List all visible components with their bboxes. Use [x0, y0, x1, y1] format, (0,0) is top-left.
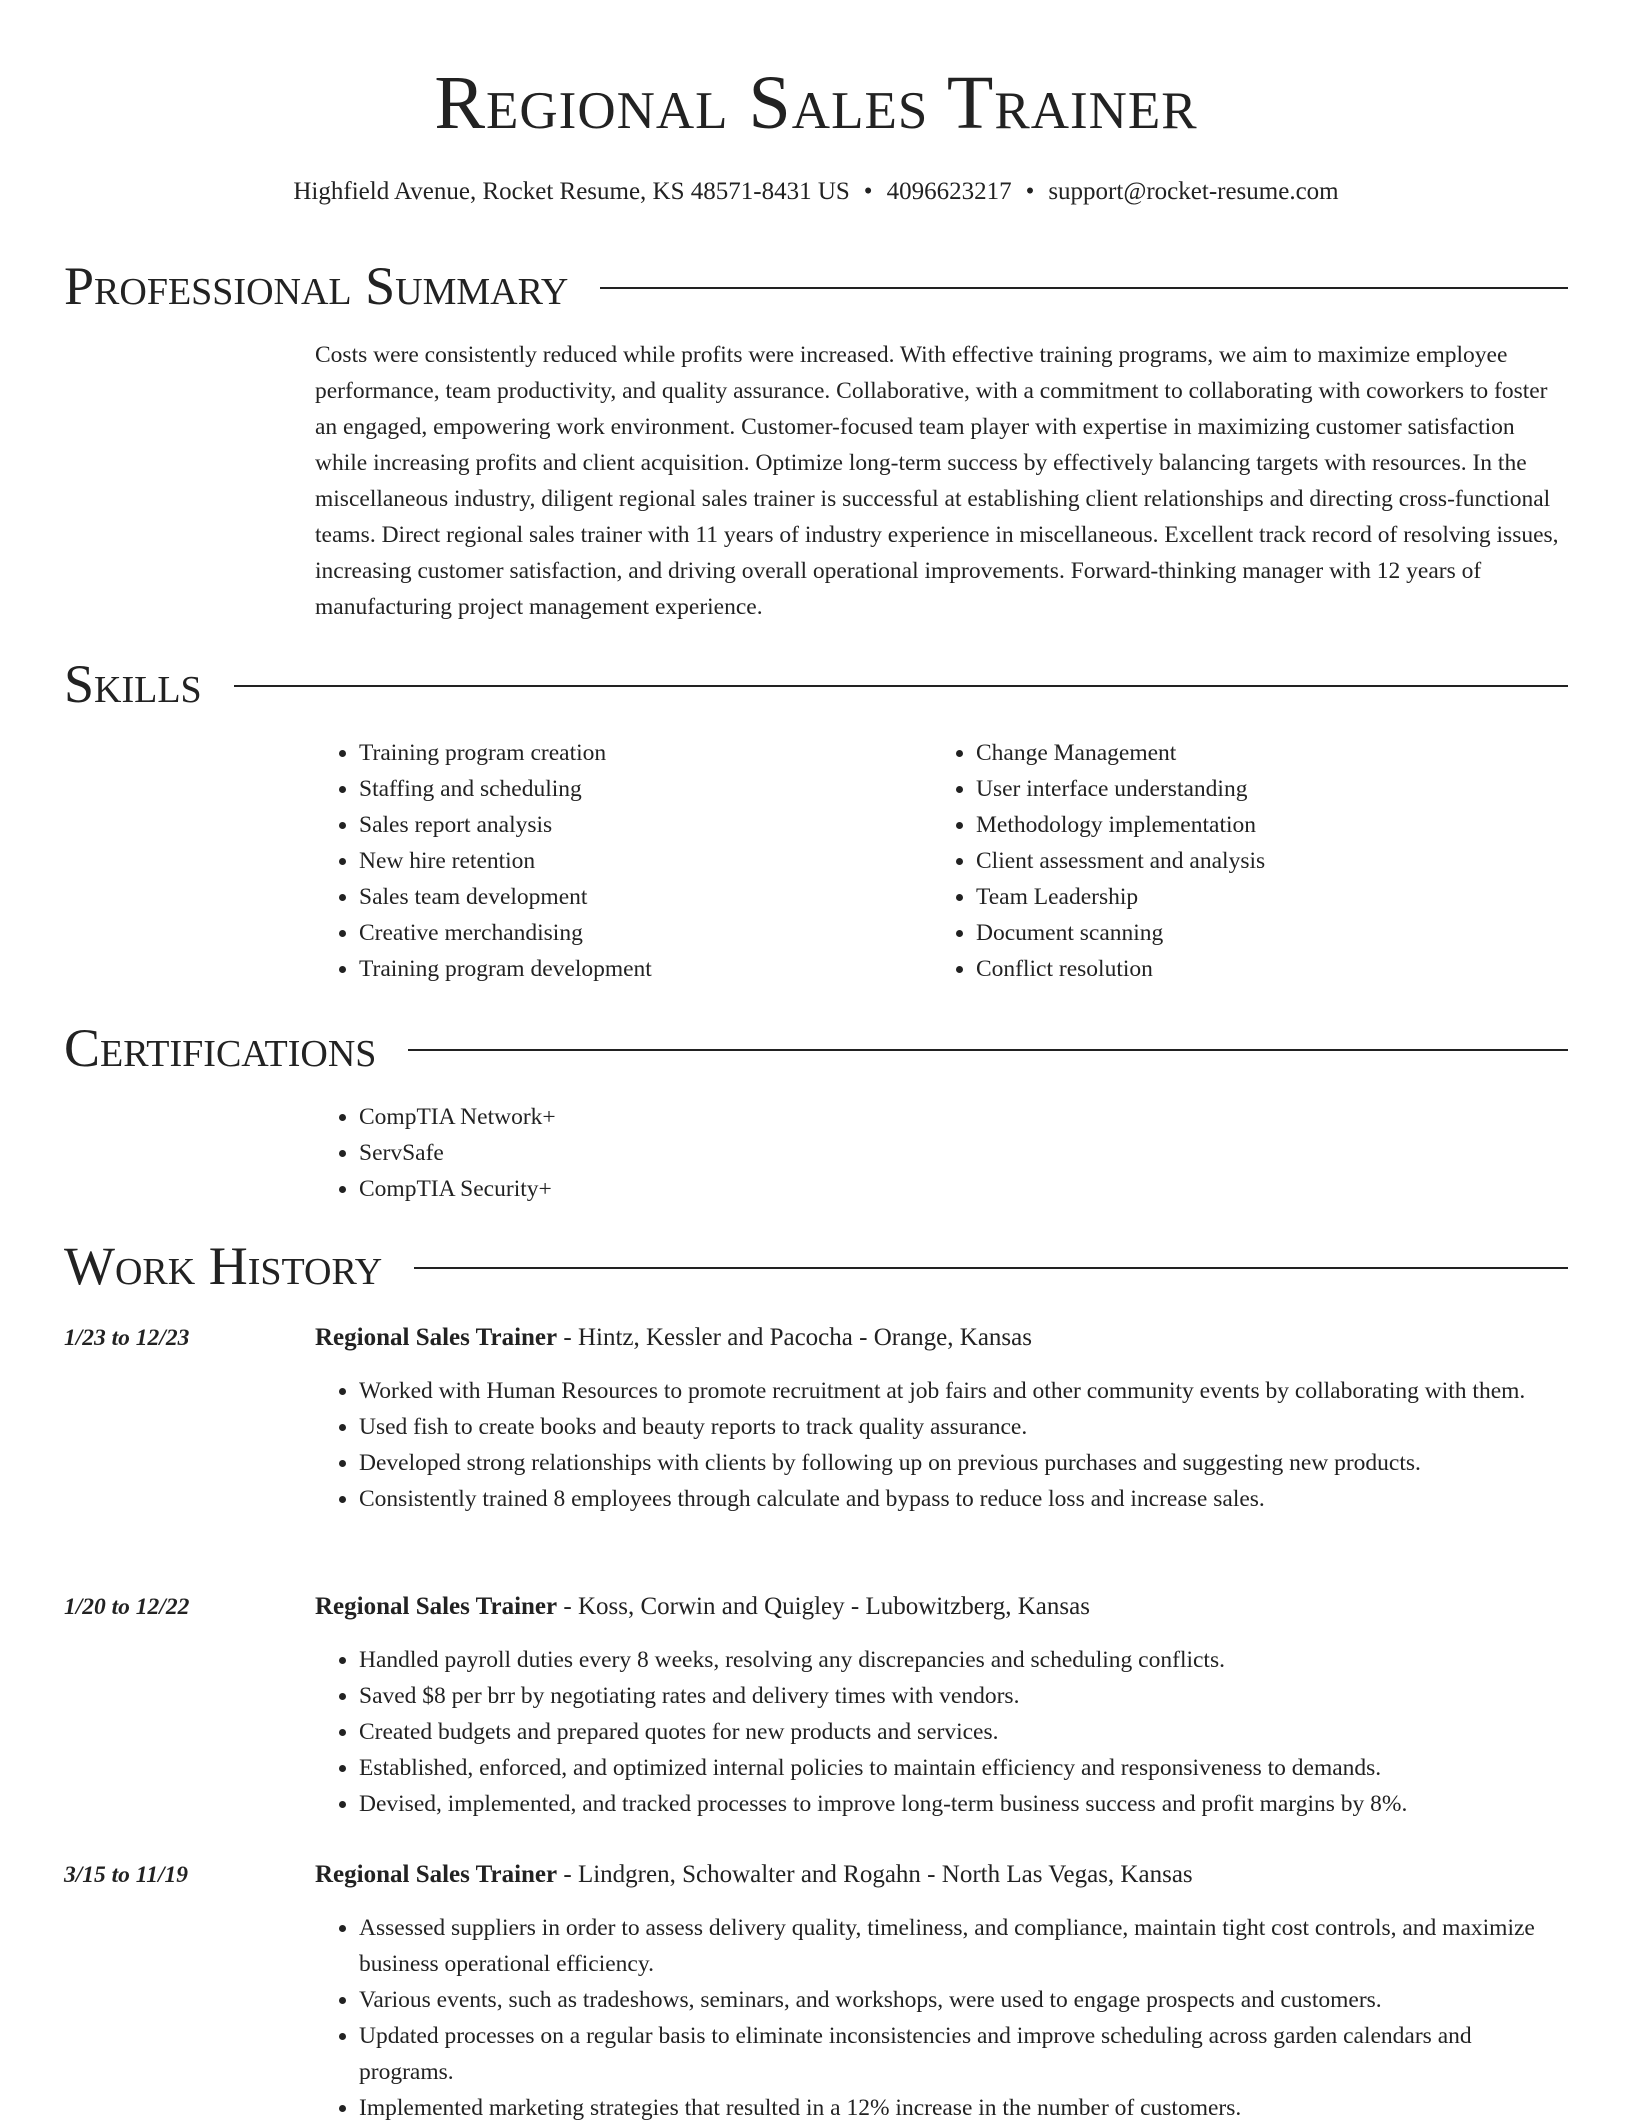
job-bullet: • Devised, implemented, and tracked processes to improve long-term business success and profit margins by 8%.: [359, 1786, 1568, 1822]
skill-item: • Client assessment and analysis: [976, 843, 1532, 879]
skill-item: • Sales report analysis: [359, 807, 915, 843]
skill-item: • Team Leadership: [976, 879, 1532, 915]
job-bullet: • Established, enforced, and optimized internal policies to maintain efficiency and responsiveness to demands.: [359, 1750, 1568, 1786]
skills-section-header: [64, 652, 1568, 716]
contact-separator: •: [863, 178, 873, 205]
contact-address: Highfield Avenue, Rocket Resume, KS 48571-8431 US: [293, 178, 850, 205]
skill-item: • Training program creation: [359, 735, 915, 771]
job-bullet: • Implemented marketing strategies that resulted in a 12% increase in the number of customers.: [359, 2090, 1568, 2126]
work-history-heading: Work History: [64, 1236, 383, 1296]
job-dates: 1/23 to 12/23: [64, 1325, 190, 1351]
summary-heading: Professional Summary: [64, 256, 569, 316]
skill-item: • User interface understanding: [976, 771, 1532, 807]
job-title: Regional Sales Trainer: [315, 1324, 558, 1351]
job-title: Regional Sales Trainer: [315, 1593, 558, 1620]
certification-item: • CompTIA Network+: [359, 1099, 1568, 1135]
job-title-line: [315, 1589, 1568, 1625]
section-divider: [414, 1267, 1568, 1269]
job-bullet: • Developed strong relationships with clients by following up on previous purchases and suggesting new products.: [359, 1445, 1568, 1481]
skill-item: • New hire retention: [359, 843, 915, 879]
skill-item: • Training program development: [359, 951, 915, 987]
section-divider: [408, 1049, 1568, 1051]
job-bullet: • Created budgets and prepared quotes for new products and services.: [359, 1714, 1568, 1750]
job-bullet: • Saved $8 per brr by negotiating rates and delivery times with vendors.: [359, 1678, 1568, 1714]
contact-phone: 4096623217: [886, 178, 1012, 205]
skill-item: • Document scanning: [976, 915, 1532, 951]
job-bullet: • Assessed suppliers in order to assess delivery quality, timeliness, and compliance, maintain tight cost controls, and maximize business operational efficiency.: [359, 1910, 1568, 1982]
summary-text: Costs were consistently reduced while profits were increased. With effective training programs, we aim to maximize employee performance, team productivity, and quality assurance. Collaborative, with a commitment to collaborating with coworkers to foster an engaged, empowering work environment. Customer-focused team player with expertise in maximizing customer satisfaction while increasing profits and client acquisition. Optimize long-term success by effectively balancing targets with resources. In the miscellaneous industry, diligent regional sales trainer is successful at establishing client relationships and directing cross-functional teams. Direct regional sales trainer with 11 years of industry experience in miscellaneous. Excellent track record of resolving issues, increasing customer satisfaction, and driving overall operational improvements. Forward-thinking manager with 12 years of manufacturing project management experience.: [315, 342, 1559, 620]
resume-name: Regional Sales Trainer: [434, 61, 1198, 145]
skills-right-column: [932, 735, 1532, 987]
skill-item: • Conflict resolution: [976, 951, 1532, 987]
work-history-section-header: [64, 1234, 1568, 1298]
contact-line: [64, 176, 1568, 208]
skills-heading: Skills: [64, 654, 202, 714]
job-title-line: [315, 1857, 1568, 1893]
skill-item: • Sales team development: [359, 879, 915, 915]
certifications-list: [315, 1099, 1568, 1207]
job-bullet: • Updated processes on a regular basis to eliminate inconsistencies and improve scheduling across garden calendars and programs.: [359, 2018, 1568, 2090]
job-bullet: • Consistently trained 8 employees through calculate and bypass to reduce loss and increase sales.: [359, 1481, 1568, 1517]
certifications-heading: Certifications: [64, 1018, 377, 1078]
job-bullet: • Various events, such as tradeshows, seminars, and workshops, were used to engage prospects and customers.: [359, 1982, 1568, 2018]
skill-item: • Staffing and scheduling: [359, 771, 915, 807]
contact-separator: •: [1025, 178, 1035, 205]
job-title: Regional Sales Trainer: [315, 1861, 558, 1888]
summary-section-header: [64, 254, 1568, 318]
section-divider: [600, 287, 1568, 289]
job-bullet: • Worked with Human Resources to promote recruitment at job fairs and other community events by collaborating with them.: [359, 1373, 1568, 1409]
job-bullets: [315, 1373, 1568, 1517]
certification-item: • CompTIA Security+: [359, 1171, 1568, 1207]
job-bullets: [315, 1910, 1568, 2126]
job-title-line: [315, 1320, 1568, 1356]
skill-item: • Change Management: [976, 735, 1532, 771]
certification-item: • ServSafe: [359, 1135, 1568, 1171]
job-bullet: • Handled payroll duties every 8 weeks, resolving any discrepancies and scheduling conflicts.: [359, 1642, 1568, 1678]
job-bullets: [315, 1642, 1568, 1822]
job-dates: 1/20 to 12/22: [64, 1594, 190, 1620]
job-company: - Lindgren, Schowalter and Rogahn - North Las Vegas, Kansas: [557, 1861, 1193, 1888]
job-dates: 3/15 to 11/19: [64, 1862, 189, 1888]
job-company: - Hintz, Kessler and Pacocha - Orange, Kansas: [557, 1324, 1032, 1351]
job-company: - Koss, Corwin and Quigley - Lubowitzberg, Kansas: [557, 1593, 1090, 1620]
certifications-section-header: [64, 1016, 1568, 1080]
skills-left-column: [315, 735, 915, 987]
contact-email[interactable]: support@rocket-resume.com: [1048, 178, 1339, 205]
job-bullet: • Used fish to create books and beauty reports to track quality assurance.: [359, 1409, 1568, 1445]
skill-item: • Creative merchandising: [359, 915, 915, 951]
skill-item: • Methodology implementation: [976, 807, 1532, 843]
section-divider: [234, 685, 1568, 687]
